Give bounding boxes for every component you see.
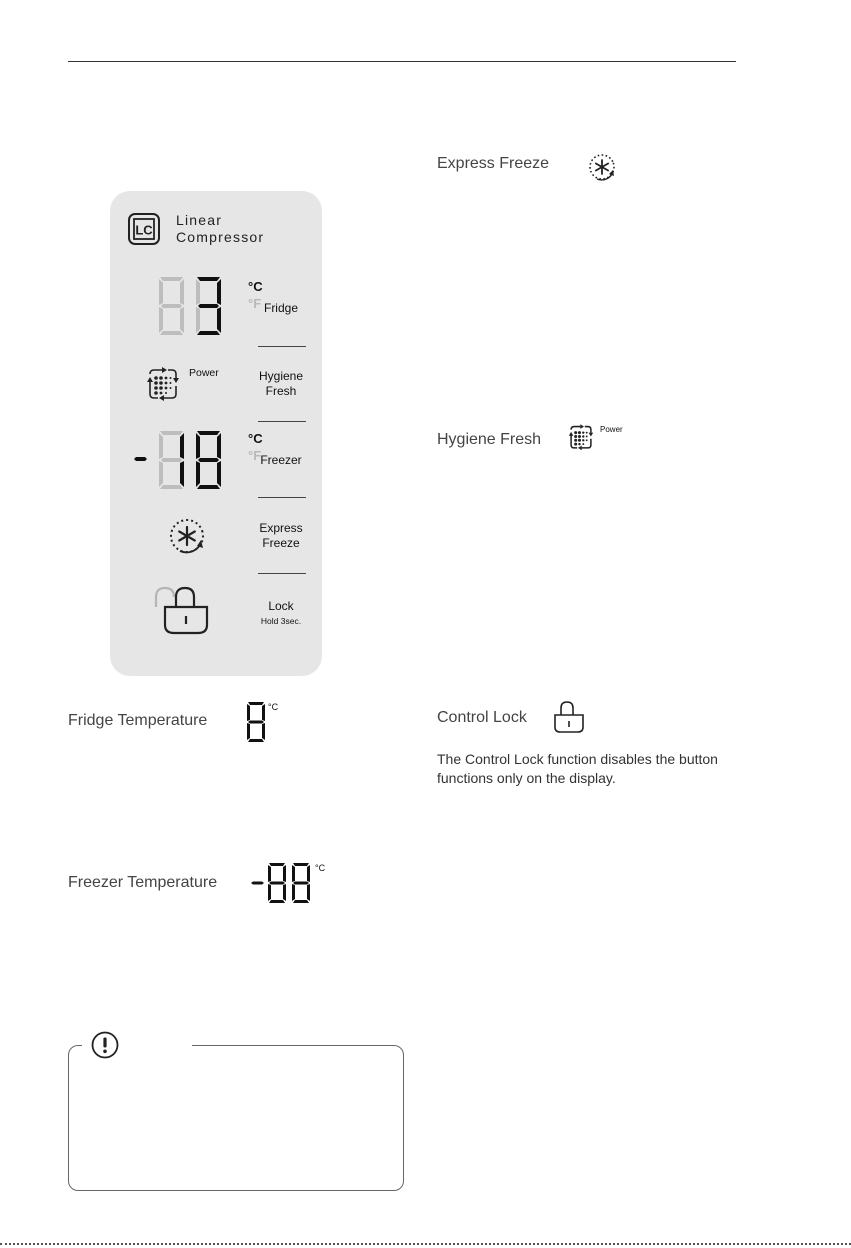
fridge-digit-unit: °C (268, 702, 279, 712)
bottom-rule (0, 1243, 851, 1245)
fridge-digit-2 (196, 277, 221, 335)
freezer-button[interactable] (251, 453, 311, 468)
express-freeze-button[interactable] (251, 521, 311, 551)
freezer-digit-2 (196, 431, 221, 489)
fridge-digit-1 (159, 277, 184, 335)
panel-divider (258, 573, 306, 574)
hygiene-fresh-icon (142, 364, 184, 406)
exclamation-icon (90, 1030, 120, 1060)
express-label-line-2: Freeze (262, 536, 300, 550)
freezer-unit-f: °F (248, 448, 262, 463)
express-freeze-icon (166, 514, 212, 560)
lock-button[interactable] (251, 599, 311, 629)
power-label: Power (189, 367, 219, 379)
hygiene-power-label: Power (600, 425, 623, 434)
freezer-temp-display (130, 430, 245, 490)
hygiene-fresh-heading: Hygiene Fresh (437, 431, 542, 448)
fridge-unit-c: °C (248, 279, 263, 294)
freezer-unit-c: °C (248, 431, 263, 446)
freezer-temperature-heading: Freezer Temperature (68, 874, 218, 891)
hygiene-fresh-small-icon (565, 422, 597, 454)
note-box (68, 1045, 404, 1191)
express-freeze-small-icon (585, 150, 623, 186)
control-lock-text-2: functions only on the display. (437, 770, 616, 786)
panel-divider (258, 497, 306, 498)
lock-label: Lock (268, 599, 294, 613)
freezer-digits-unit: °C (315, 863, 326, 873)
express-label-line-1: Express (259, 521, 303, 535)
hygiene-label-line-1: Hygiene (258, 369, 304, 383)
freezer-button-label: Freezer (260, 453, 302, 467)
top-rule (68, 61, 736, 62)
fridge-button[interactable] (251, 301, 311, 316)
control-lock-description (437, 750, 797, 788)
lc-logo-icon (128, 213, 160, 245)
fridge-button-label: Fridge (263, 301, 298, 315)
freezer-digit-1 (159, 431, 184, 489)
lock-hold-label: Hold 3sec. (260, 616, 302, 626)
lock-icon (150, 585, 212, 637)
control-lock-heading: Control Lock (437, 709, 527, 726)
fridge-temperature-heading: Fridge Temperature (68, 712, 208, 729)
brand-text (176, 212, 264, 246)
fridge-unit-f: °F (248, 296, 262, 311)
control-lock-icon (552, 699, 586, 735)
brand-line-1: Linear (176, 212, 223, 228)
minus-segment (134, 457, 147, 461)
brand-line-2: Compressor (176, 229, 265, 245)
fridge-digit-icon (245, 702, 267, 742)
hygiene-fresh-button[interactable] (251, 369, 311, 399)
freezer-digits-icon (250, 863, 314, 903)
express-freeze-heading: Express Freeze (437, 155, 550, 172)
panel-divider (258, 346, 306, 347)
fridge-temp-display (150, 276, 245, 336)
hygiene-label-line-2: Fresh (265, 384, 297, 398)
control-lock-text-1: The Control Lock function disables the button (437, 751, 718, 767)
lc-logo-text: LC (135, 222, 153, 238)
panel-divider (258, 421, 306, 422)
